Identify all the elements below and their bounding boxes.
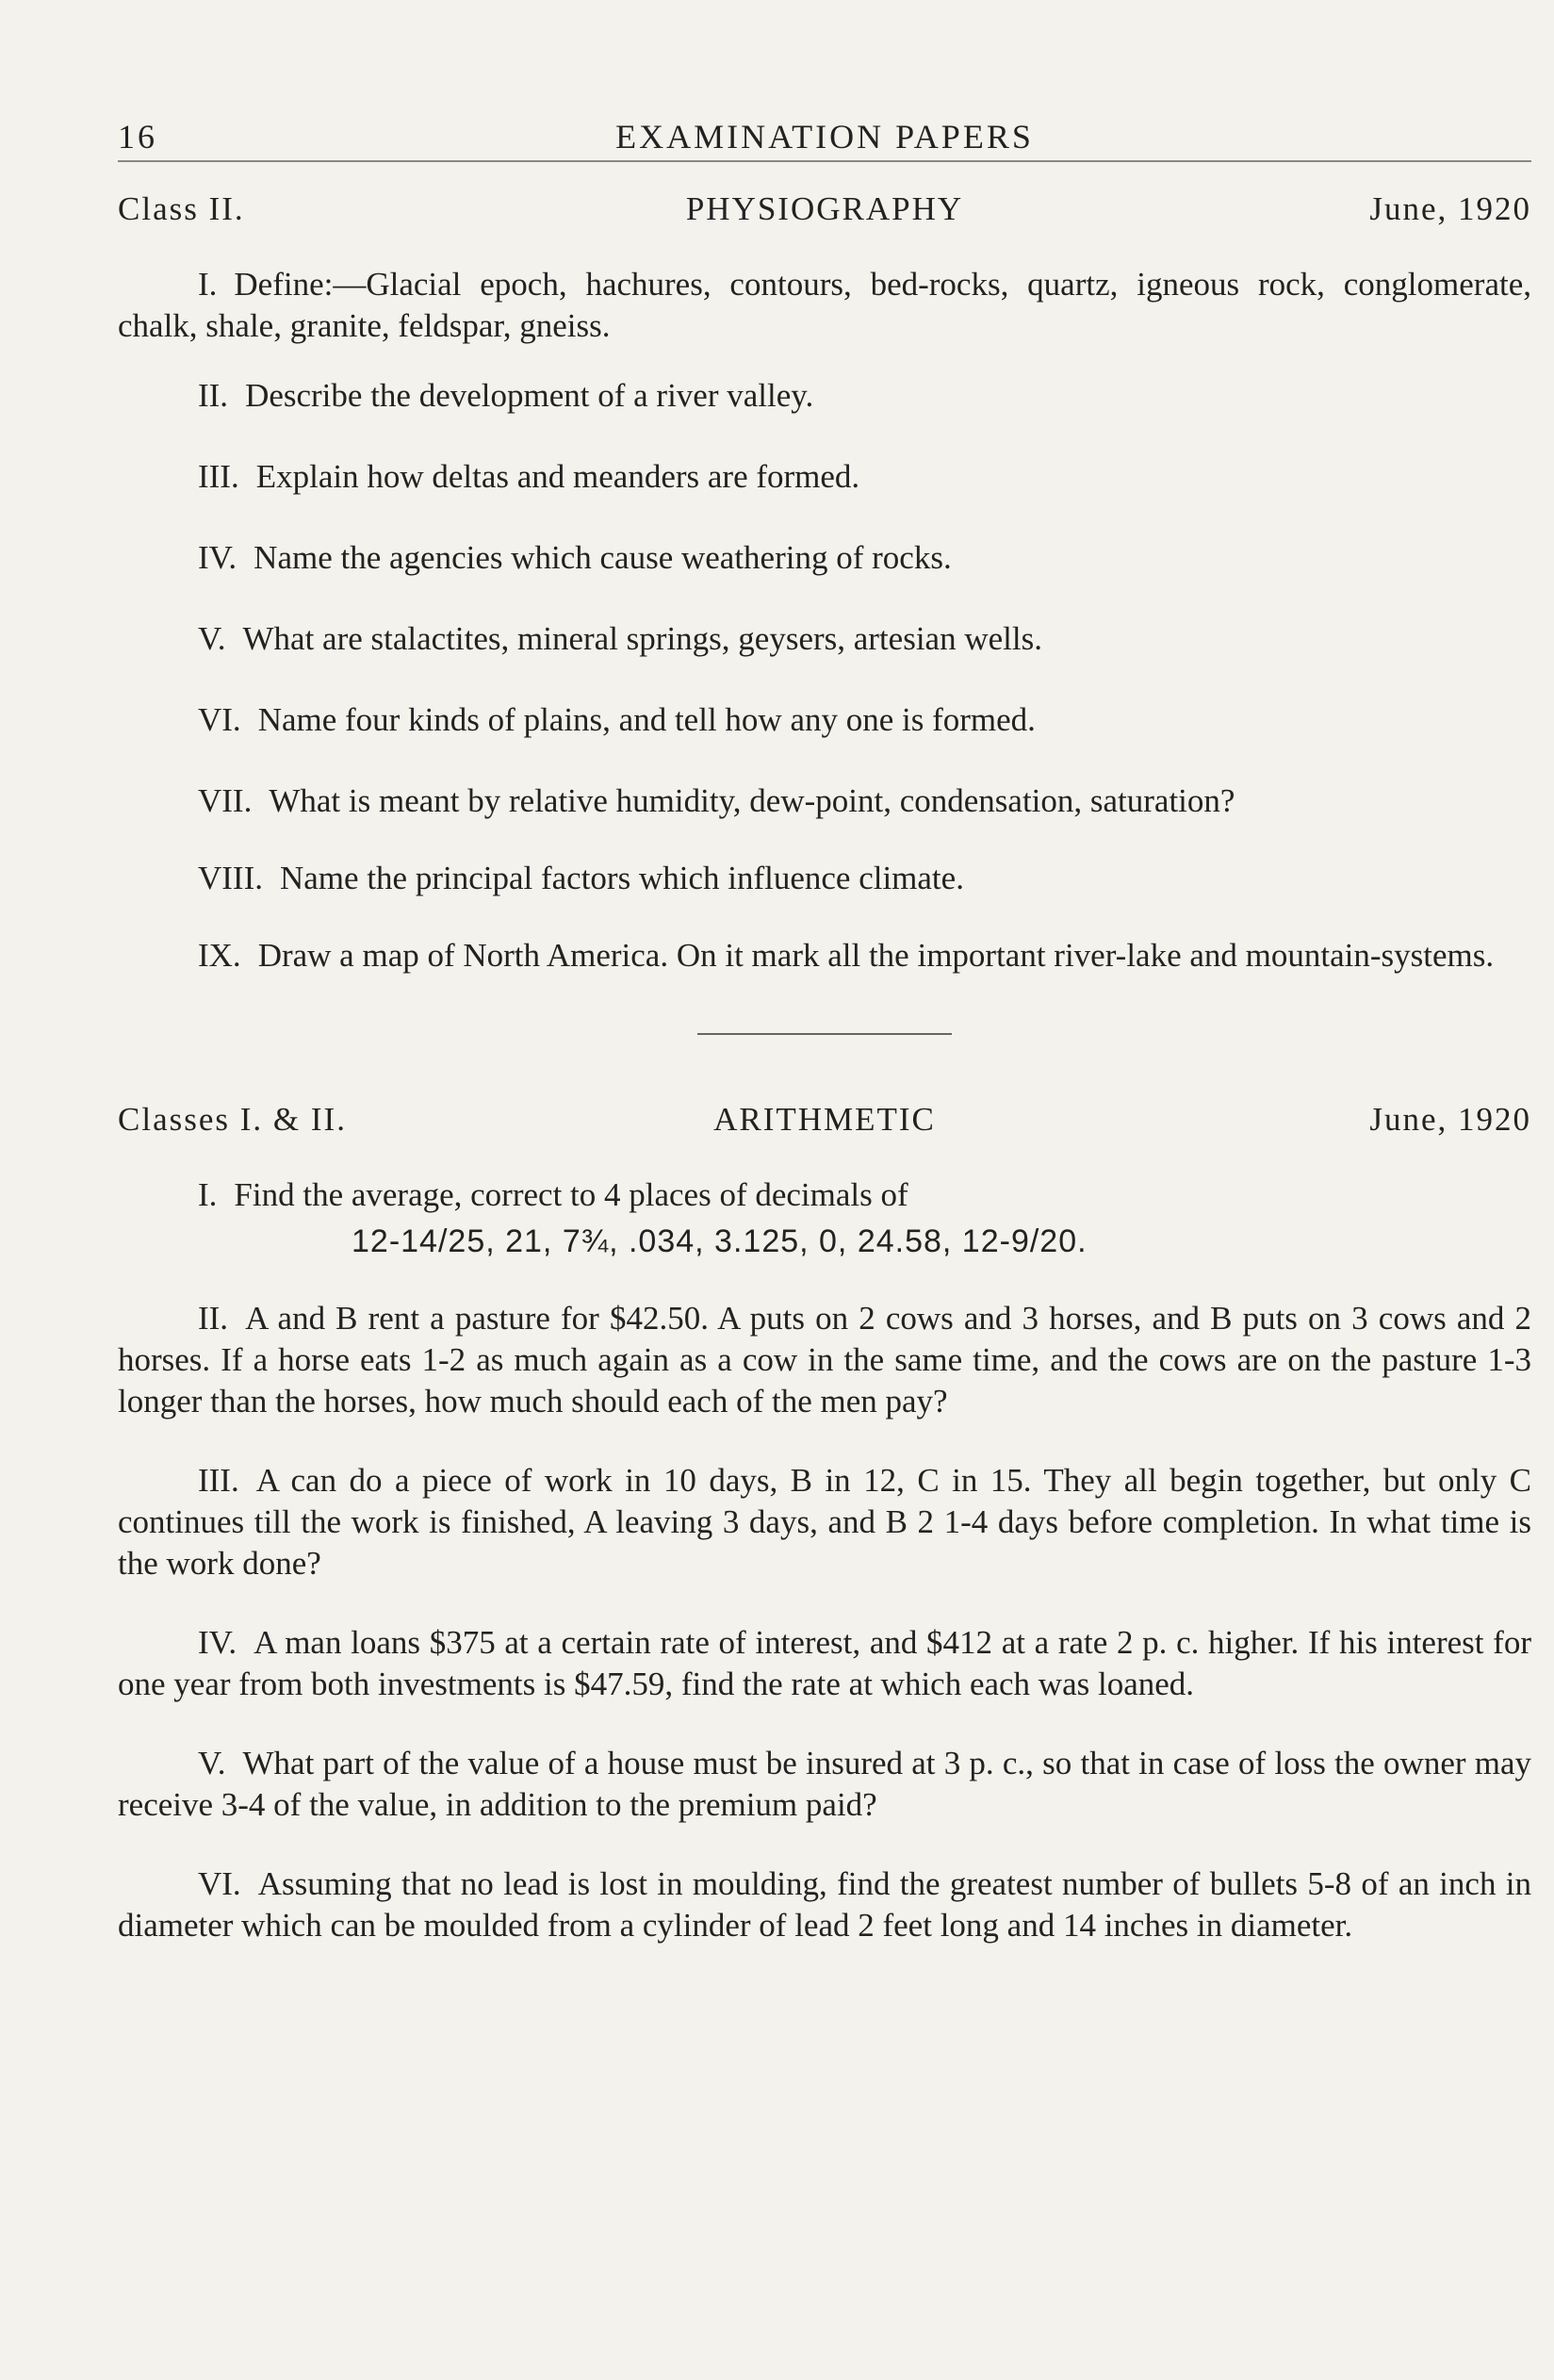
question-4 xyxy=(118,537,1531,579)
question-text: Name the principal factors which influence climate. xyxy=(280,860,964,896)
section-physiography xyxy=(118,190,1531,977)
section-class: Class II. xyxy=(118,190,245,227)
question-4 xyxy=(118,1622,1531,1705)
question-text: A can do a piece of work in 10 days, B in 12, C in 15. They all begin together, but only C continues till the work is finished, A leaving 3 days, and B 2 1-4 days before completion. In what time is the work done? xyxy=(118,1462,1531,1582)
question-text: Define:—Glacial epoch, hachures, contours, bed-rocks, quartz, igneous rock, conglomerate, chalk, shale, granite, feldspar, gneiss. xyxy=(118,266,1531,344)
question-text: A man loans $375 at a certain rate of interest, and $412 at a rate 2 p. c. higher. If his interest for one year from both investments is $47.59, find the rate at which each was loaned. xyxy=(118,1624,1531,1702)
question-number: II. xyxy=(198,377,229,414)
question-text: What part of the value of a house must be insured at 3 p. c., so that in case of loss the owner may receive 3-4 of the value, in addition to the premium paid? xyxy=(118,1745,1531,1823)
question-number: IV. xyxy=(198,1624,237,1661)
question-text: Explain how deltas and meanders are formed. xyxy=(255,458,860,495)
question-3 xyxy=(118,1460,1531,1584)
section-subject: ARITHMETIC xyxy=(713,1101,936,1138)
section-divider xyxy=(697,1033,952,1035)
question-number: VII. xyxy=(198,782,253,819)
question-text: Name four kinds of plains, and tell how any one is formed. xyxy=(257,701,1036,738)
running-title: EXAMINATION PAPERS xyxy=(615,118,1034,156)
question-3 xyxy=(118,456,1531,498)
question-text: Describe the development of a river valley. xyxy=(245,377,814,414)
question-text: Name the agencies which cause weathering of rocks. xyxy=(254,539,952,576)
question-number: III. xyxy=(198,458,239,495)
question-number: VI. xyxy=(198,701,241,738)
question-6 xyxy=(118,1863,1531,1946)
average-formula: 12-14/25, 21, 7¾, .034, 3.125, 0, 24.58, 12-9/20. xyxy=(352,1223,1088,1259)
question-number: IV. xyxy=(198,539,237,576)
question-5 xyxy=(118,618,1531,660)
question-text: Assuming that no lead is lost in moulding, find the greatest number of bullets 5-8 of an inch in diameter which can be moulded from a cylinder of lead 2 feet long and 14 inches in diameter. xyxy=(118,1865,1531,1944)
section-class: Classes I. & II. xyxy=(118,1101,347,1138)
question-7 xyxy=(118,780,1531,822)
section-arithmetic xyxy=(118,1101,1531,1946)
page-number: 16 xyxy=(118,118,157,156)
question-number: V. xyxy=(198,1745,226,1781)
question-2 xyxy=(118,375,1531,417)
question-6 xyxy=(118,699,1531,741)
running-head xyxy=(118,104,1531,162)
question-text: Find the average, correct to 4 places of decimals of xyxy=(234,1176,908,1213)
question-number: IX. xyxy=(198,937,241,974)
section-subject: PHYSIOGRAPHY xyxy=(685,190,964,227)
question-text: Draw a map of North America. On it mark all the important river-lake and mountain-systems. xyxy=(257,937,1495,974)
exam-page xyxy=(118,104,1531,1946)
section-header xyxy=(118,190,1531,238)
question-8 xyxy=(118,858,1531,899)
question-number: I. xyxy=(198,1176,218,1213)
question-number: V. xyxy=(198,620,226,657)
question-text: What is meant by relative humidity, dew-point, condensation, saturation? xyxy=(269,782,1235,819)
question-number: I. xyxy=(198,266,218,303)
question-1 xyxy=(118,1174,1531,1216)
section-date: June, 1920 xyxy=(1369,190,1531,227)
question-number: II. xyxy=(198,1300,229,1337)
question-number: VI. xyxy=(198,1865,241,1902)
question-2 xyxy=(118,1298,1531,1422)
question-text: A and B rent a pasture for $42.50. A puts on 2 cows and 3 horses, and B puts on 3 cows and 2 horses. If a horse eats 1-2 as much again as a cow in the same time, and the cows are on the pasture 1-3 longer than the horses, how much should each of the men pay? xyxy=(118,1300,1531,1420)
question-text: What are stalactites, mineral springs, geysers, artesian wells. xyxy=(242,620,1042,657)
question-number: VIII. xyxy=(198,860,263,896)
question-5 xyxy=(118,1743,1531,1826)
question-number: III. xyxy=(198,1462,239,1499)
question-9 xyxy=(118,935,1531,977)
section-date: June, 1920 xyxy=(1369,1101,1531,1138)
section-header xyxy=(118,1101,1531,1148)
question-1 xyxy=(118,264,1531,347)
